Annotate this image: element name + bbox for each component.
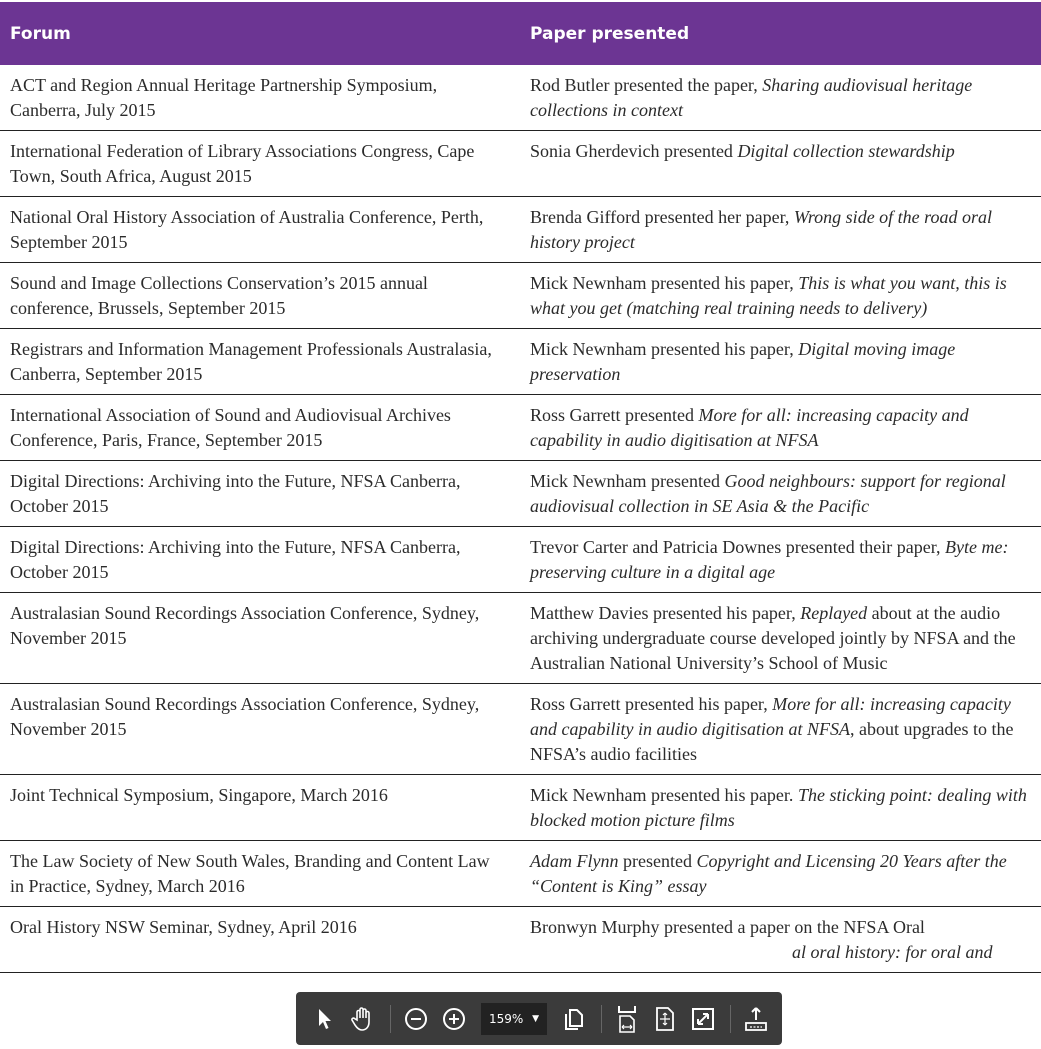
forum-cell: ACT and Region Annual Heritage Partnership Symposium, Canberra, July 2015 xyxy=(0,65,520,131)
paper-title-text: Digital moving image preservation xyxy=(530,339,956,384)
paper-title-text: This is what you want, this is what you get (matching real training needs to delivery) xyxy=(530,273,1007,318)
forum-cell: Australasian Sound Recordings Association Conference, Sydney, November 2015 xyxy=(0,593,520,684)
paper-title-text: More for all: increasing capacity and capability in audio digitisation at NFSA xyxy=(530,405,969,450)
paper-cell xyxy=(520,907,1041,973)
fullscreen-icon[interactable] xyxy=(688,1004,718,1034)
paper-cell xyxy=(520,329,1041,395)
paper-text: Mick Newnham presented xyxy=(530,471,725,491)
paper-title-text: More for all: increasing capacity and capability in audio digitisation at NFSA xyxy=(530,694,1011,739)
paper-cell xyxy=(520,841,1041,907)
forums-table xyxy=(0,2,1041,973)
table-row xyxy=(0,841,1041,907)
paper-text: Ross Garrett presented xyxy=(530,405,699,425)
select-arrow-icon[interactable] xyxy=(310,1004,340,1034)
paper-title-text: Good neighbours: support for regional audiovisual collection in SE Asia & the Pacific xyxy=(530,471,1006,516)
paper-text: Matthew Davies presented his paper, xyxy=(530,603,801,623)
forum-cell: Digital Directions: Archiving into the Future, NFSA Canberra, October 2015 xyxy=(0,527,520,593)
upload-icon[interactable] xyxy=(741,1004,771,1034)
paper-title-text: The sticking point: dealing with blocked motion picture films xyxy=(530,785,1027,830)
zoom-level-dropdown[interactable] xyxy=(481,1003,547,1035)
paper-title-text: Digital collection stewardship xyxy=(737,141,955,161)
paper-text: Rod Butler presented the paper, xyxy=(530,75,763,95)
forum-cell: National Oral History Association of Australia Conference, Perth, September 2015 xyxy=(0,197,520,263)
paper-cell xyxy=(520,775,1041,841)
header-forum: Forum xyxy=(0,2,520,65)
paper-cell xyxy=(520,131,1041,197)
forum-cell: Registrars and Information Management Professionals Australasia, Canberra, September 2015 xyxy=(0,329,520,395)
paper-title-text: Byte me: preserving culture in a digital age xyxy=(530,537,1009,582)
table-row xyxy=(0,527,1041,593)
pdf-viewer-toolbar xyxy=(296,992,782,1045)
forum-cell: International Association of Sound and Audiovisual Archives Conference, Paris, France, September 2015 xyxy=(0,395,520,461)
table-header-row xyxy=(0,2,1041,65)
paper-text: Ross Garrett presented his paper, xyxy=(530,694,773,714)
table-row xyxy=(0,197,1041,263)
paper-text: Mick Newnham presented his paper. xyxy=(530,785,798,805)
paper-cell xyxy=(520,684,1041,775)
paper-title-text: Replayed xyxy=(800,603,868,623)
paper-cell xyxy=(520,461,1041,527)
forum-cell: Sound and Image Collections Conservation’s 2015 annual conference, Brussels, September 2015 xyxy=(0,263,520,329)
paper-cell xyxy=(520,527,1041,593)
page-copy-icon[interactable] xyxy=(559,1004,589,1034)
paper-title-text: al oral history: for oral and xyxy=(792,942,993,962)
chevron-down-icon: ▼ xyxy=(532,1013,539,1024)
toolbar-divider xyxy=(730,1005,731,1033)
zoom-out-icon[interactable] xyxy=(401,1004,431,1034)
paper-text: Bronwyn Murphy presented a paper on the NFSA Oral xyxy=(530,917,925,937)
zoom-in-icon[interactable] xyxy=(439,1004,469,1034)
forum-cell: Oral History NSW Seminar, Sydney, April 2016 xyxy=(0,907,520,973)
paper-title-text: Copyright and Licensing 20 Years after the “Content is King” essay xyxy=(530,851,1007,896)
paper-text: Sonia Gherdevich presented xyxy=(530,141,738,161)
table-row xyxy=(0,329,1041,395)
paper-title-text: Adam Flynn xyxy=(530,851,619,871)
paper-title-text: Sharing audiovisual heritage collections in context xyxy=(530,75,973,120)
forum-cell: The Law Society of New South Wales, Branding and Content Law in Practice, Sydney, March 2016 xyxy=(0,841,520,907)
paper-title-text: Wrong side of the road oral history project xyxy=(530,207,993,252)
paper-cell xyxy=(520,263,1041,329)
paper-text: Mick Newnham presented his paper, xyxy=(530,273,799,293)
table-row xyxy=(0,775,1041,841)
paper-cell xyxy=(520,65,1041,131)
toolbar-divider xyxy=(601,1005,602,1033)
table-row xyxy=(0,461,1041,527)
table-row xyxy=(0,593,1041,684)
zoom-level-value: 159% xyxy=(489,1011,524,1026)
toolbar-divider xyxy=(390,1005,391,1033)
paper-cell xyxy=(520,395,1041,461)
fit-page-icon[interactable] xyxy=(650,1004,680,1034)
forum-cell: Digital Directions: Archiving into the Future, NFSA Canberra, October 2015 xyxy=(0,461,520,527)
paper-cell xyxy=(520,197,1041,263)
paper-text: Brenda Gifford presented her paper, xyxy=(530,207,794,227)
forum-cell: Australasian Sound Recordings Association Conference, Sydney, November 2015 xyxy=(0,684,520,775)
table-row xyxy=(0,263,1041,329)
paper-text: presented xyxy=(618,851,697,871)
table-row xyxy=(0,131,1041,197)
forum-cell: Joint Technical Symposium, Singapore, March 2016 xyxy=(0,775,520,841)
paper-text: Trevor Carter and Patricia Downes presented their paper, xyxy=(530,537,945,557)
table-row xyxy=(0,65,1041,131)
paper-cell xyxy=(520,593,1041,684)
table-row xyxy=(0,684,1041,775)
fit-width-icon[interactable] xyxy=(612,1004,642,1034)
paper-text: Mick Newnham presented his paper, xyxy=(530,339,799,359)
table-row xyxy=(0,907,1041,973)
paper-text: , about upgrades to the NFSA’s audio facilities xyxy=(530,719,1014,764)
paper-text: about at the audio archiving undergraduate course developed jointly by NFSA and the Australian National University’s School of Music xyxy=(530,603,1016,673)
table-row xyxy=(0,395,1041,461)
header-paper-presented: Paper presented xyxy=(520,2,1041,65)
hand-pan-icon[interactable] xyxy=(348,1004,378,1034)
forum-cell: International Federation of Library Associations Congress, Cape Town, South Africa, August 2015 xyxy=(0,131,520,197)
